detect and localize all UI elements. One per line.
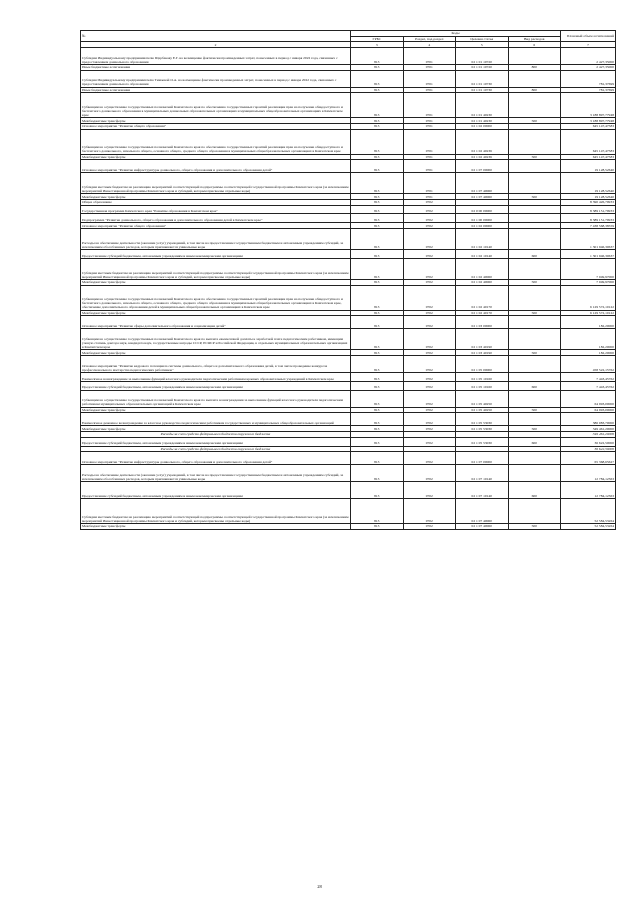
row-grbs: 813 [351,205,404,214]
row-name: Расходы за счет средств федерального бюджета окружного бюджета [81,431,351,437]
row-grbs: 813 [351,87,404,93]
row-section: 0701 [403,160,456,173]
row-grbs: 813 [351,160,404,173]
row-csr: 02 1 05 53030 [456,413,509,426]
row-csr: 02 1 02 40060 [456,258,509,279]
row-vr [508,173,561,194]
row-section: 0702 [403,465,456,482]
row-amount: 8 389 151,79933 [561,205,616,214]
row-grbs: 813 [351,214,404,223]
row-amount: 52 584,53264 [561,499,616,524]
row-amount: 7 049,97000 [561,279,616,285]
row-name: Предоставление субсидий бюджетным, автономным учреждениям и иным некоммерческим организациям [81,437,351,446]
row-csr: 02 1 02 10140 [456,229,509,250]
row-section: 0701 [403,194,456,200]
table-row [81,381,616,390]
row-section: 0702 [403,355,456,372]
row-amount: 1 301 946,30637 [561,250,616,259]
row-name: Предоставление субсидий бюджетным, автономным учреждениям и иным некоммерческим организациям [81,381,351,390]
row-section: 0702 [403,310,456,316]
table-row [81,258,616,279]
row-amount: 7 443,45762 [561,372,616,381]
row-name: Основное мероприятие "Развитие кадрового потенциала системы дошкольного, общего и дополнительного образования детей, в том числе проведение конкурсов профессионального мастерства педагогических работников" [81,355,351,372]
header-number: № [81,31,351,42]
row-amount: 7 438 568,38559 [561,223,616,229]
row-csr: 02 1 03 00000 [456,316,509,329]
table-row [81,285,616,310]
row-section: 0702 [403,223,456,229]
header-vr: Вид расходов [508,36,561,42]
row-csr: 02 1 07 00000 [456,452,509,465]
row-section: 0701 [403,118,456,124]
row-section: 0701 [403,47,456,64]
row-amount: 645 147,47583 [561,123,616,129]
row-name: Основное мероприятие "Развитие инфраструктуры дошкольного, общего образования и дополнительного образования детей" [81,452,351,465]
row-vr [508,229,561,250]
row-csr: 02 1 01 10720 [456,47,509,64]
table-row [81,355,616,372]
row-grbs: 813 [351,199,404,205]
row-csr: 02 1 02 10140 [456,250,509,259]
row-csr: 02 1 01 10720 [456,64,509,70]
row-csr: 02 1 05 40250 [456,407,509,413]
row-grbs: 813 [351,372,404,381]
row-vr [508,93,561,118]
row-vr [508,258,561,279]
row-vr [508,329,561,350]
row-vr [508,355,561,372]
row-grbs: 813 [351,173,404,194]
row-section: 0701 [403,129,456,154]
row-name: Межбюджетные трансферты [81,524,351,530]
row-section: 0702 [403,316,456,329]
row-section: 0702 [403,381,456,390]
row-name: Субвенции на осуществление государственных полномочий Камчатского края по обеспечению государственных гарантий реализации прав на получение общедоступного и бесплатного дошкольного, начального общего, основного общего, среднего общего образования в муниципальных общеобразовательных организациях в Камчатском крае, обеспечение дополнительного образования детей в муниципальных общеобразовательных организациях в Камчатском крае [81,285,351,310]
row-csr: 02 1 07 40060 [456,499,509,524]
row-amount: 2 427,35000 [561,64,616,70]
row-section: 0702 [403,407,456,413]
table-row [81,316,616,329]
row-csr: 02 1 03 40190 [456,329,509,350]
row-name: Межбюджетные трансферты [81,350,351,356]
row-grbs: 813 [351,93,404,118]
budget-rows [81,47,616,529]
row-name: Межбюджетные трансферты [81,407,351,413]
table-row [81,499,616,524]
row-grbs: 813 [351,279,404,285]
row-csr: 02 1 02 40236 [456,129,509,154]
table-row [81,47,616,64]
row-grbs: 813 [351,524,404,530]
header-csr: Целевая статья [456,36,509,42]
row-grbs: 813 [351,229,404,250]
row-amount: 781,37699 [561,70,616,87]
row-section: 0701 [403,64,456,70]
row-csr: 02 1 02 40170 [456,310,509,316]
budget-table-sheet [80,30,616,530]
row-grbs: 813 [351,47,404,64]
row-section: 0702 [403,250,456,259]
row-csr: 02 1 02 40170 [456,285,509,310]
row-vr [508,70,561,87]
row-amount: 64 993,00000 [561,390,616,407]
row-section: 0702 [403,329,456,350]
row-section: 0702 [403,350,456,356]
row-section: 0701 [403,70,456,87]
row-name: Расходы на обеспечение деятельности (оказание услуг) учреждений, в том числе на предоставление государственным бюджетным и автономным учреждениям субсидий, за исключением обособленных расходов, которым присваиваются уникальные коды [81,229,351,250]
row-name: Субвенции на осуществление государственных полномочий Камчатского края по обеспечению государственных гарантий реализации прав на получение общедоступного и бесплатного дошкольного образования в муниципальных дошкольных образовательных организациях и муниципальных общеобразовательных организациях в Камчатском крае [81,93,351,118]
row-csr: 02 1 03 40190 [456,350,509,356]
row-amount: 65 368,65627 [561,452,616,465]
row-amount: 3 188 897,77948 [561,118,616,124]
row-csr: 02 1 07 10140 [456,482,509,499]
row-amount: 2 427,35000 [561,47,616,64]
row-vr [508,129,561,154]
table-row [81,129,616,154]
row-section: 0701 [403,93,456,118]
column-number-7: 7 [561,42,616,48]
row-section: 0702 [403,372,456,381]
row-amount: 19 128,52640 [561,160,616,173]
row-vr [508,205,561,214]
row-grbs: 813 [351,413,404,426]
row-vr [508,285,561,310]
column-number-2: 2 [81,42,351,48]
row-name: Ежемесячное денежное вознаграждение за классное руководство педагогическим работникам государственных и муниципальных общеобразовательных организаций [81,413,351,426]
row-section: 0702 [403,229,456,250]
row-amount: 36 622,50000 [561,446,616,452]
row-vr [508,372,561,381]
column-number-6: 6 [508,42,561,48]
row-vr [508,413,561,426]
row-name: Межбюджетные трансферты [81,118,351,124]
row-grbs: 813 [351,350,404,356]
row-section: 0702 [403,279,456,285]
row-section: 0701 [403,154,456,160]
row-csr: 02 1 05 10160 [456,372,509,381]
row-amount: 458 522,15762 [561,355,616,372]
row-name: Основное мероприятие "Развитие общего образования" [81,123,351,129]
table-row [81,524,616,530]
header-sum: Плановый объем ассигнований [561,31,616,42]
row-csr: 02 1 05 10160 [456,381,509,390]
row-section: 0702 [403,199,456,205]
row-grbs: 813 [351,316,404,329]
row-grbs: 813 [351,285,404,310]
header-section: Раздел, под-раздел [403,36,456,42]
row-amount: 182,20000 [561,329,616,350]
row-amount: 52 584,53264 [561,524,616,530]
row-grbs: 813 [351,118,404,124]
table-row [81,229,616,250]
row-name: Расходы за счет средств федерального бюджета окружного бюджета [81,446,351,452]
row-amount: 19 128,52640 [561,194,616,200]
row-name: Субсидии Индивидуальному предпринимателю Щербакову Е.Г. на возмещение фактически произведенных затрат, понесенных в период с января 2022 года, связанных с предоставлением дошкольного образования [81,47,351,64]
row-name: Субсидии местным бюджетам на реализацию мероприятий соответствующей подпрограммы соответствующей государственной программы Камчатского края (за исключением мероприятий Инвестиционной программы Камчатского края и субсидий, которым присвоены отдельные коды) [81,173,351,194]
row-section: 0702 [403,285,456,310]
row-grbs: 813 [351,194,404,200]
row-amount: 7 049,97000 [561,258,616,279]
column-number-5: 5 [456,42,509,48]
row-grbs: 813 [351,407,404,413]
row-grbs: 813 [351,426,404,432]
row-vr [508,316,561,329]
row-grbs: 813 [351,437,404,446]
row-section: 0702 [403,482,456,499]
row-vr [508,499,561,524]
row-vr: 600 [508,482,561,499]
row-name: Иные бюджетные ассигнования [81,87,351,93]
row-grbs: 813 [351,64,404,70]
row-name: Основное мероприятие "Развитие инфраструктуры дошкольного, общего образования и дополнительного образования детей" [81,160,351,173]
row-vr: 800 [508,87,561,93]
row-amount: 349 461,20000 [561,431,616,437]
row-csr: 02 1 07 40060 [456,524,509,530]
row-csr: 02 1 02 00000 [456,123,509,129]
table-row [81,205,616,214]
row-csr: 02 1 07 40060 [456,173,509,194]
row-amount: 1 301 946,30637 [561,229,616,250]
row-section: 0702 [403,413,456,426]
row-grbs: 813 [351,223,404,229]
row-section: 0702 [403,524,456,530]
row-vr: 500 [508,194,561,200]
row-name: Субвенции на осуществление государственных полномочий Камчатского края по выплате вознаграждения за выполнение функций классного руководителя педагогическим работникам муниципальных образовательных организаций в Камчатском крае [81,390,351,407]
row-csr: 02 1 05 00000 [456,355,509,372]
row-csr: 02 1 01 10730 [456,87,509,93]
table-row [81,482,616,499]
row-csr: 02 1 07 40060 [456,194,509,200]
row-csr: 02 1 02 40060 [456,279,509,285]
budget-table [80,30,616,530]
row-csr: 02 1 00 00000 [456,214,509,223]
row-name: Иные бюджетные ассигнования [81,64,351,70]
row-name: Межбюджетные трансферты [81,310,351,316]
row-grbs: 813 [351,390,404,407]
row-vr [508,465,561,482]
row-section: 0702 [403,452,456,465]
row-vr [508,390,561,407]
row-amount: 645 147,47583 [561,129,616,154]
row-grbs: 813 [351,499,404,524]
row-name: Межбюджетные трансферты [81,154,351,160]
row-name: Общее образование [81,199,351,205]
column-number-4: 4 [403,42,456,48]
row-grbs: 813 [351,355,404,372]
row-csr: 02 1 05 40250 [456,390,509,407]
row-amount: 64 993,00000 [561,407,616,413]
row-amount: 12 784,12363 [561,465,616,482]
table-row [81,413,616,426]
row-csr: 02 1 07 00000 [456,160,509,173]
row-vr: 500 [508,279,561,285]
table-row [81,329,616,350]
row-csr: 02 1 05 53030 [456,437,509,446]
row-name: Ежемесячное вознаграждение за выполнение функций классного руководителя педагогическим работникам краевых образовательных учреждений в Камчатском крае [81,372,351,381]
row-amount: 182,20000 [561,350,616,356]
row-name: Основное мероприятие "Развитие сферы дополнительного образования и социализации детей" [81,316,351,329]
row-amount: 7 443,45762 [561,381,616,390]
table-row [81,372,616,381]
row-name: Подпрограмма "Развитие дошкольного, общего образования и дополнительного образования детей в Камчатском крае" [81,214,351,223]
row-grbs: 813 [351,329,404,350]
row-vr: 500 [508,524,561,530]
row-vr [508,160,561,173]
row-vr [508,214,561,223]
row-grbs: 813 [351,154,404,160]
row-vr: 500 [508,310,561,316]
header-grbs: ГРБС [351,36,404,42]
row-amount: 6 129 572,10122 [561,310,616,316]
row-section: 0701 [403,87,456,93]
row-grbs: 813 [351,482,404,499]
row-grbs: 813 [351,70,404,87]
row-vr [508,452,561,465]
row-amount: 3 188 897,77948 [561,93,616,118]
row-csr: 02 1 02 40236 [456,154,509,160]
row-vr: 800 [508,64,561,70]
row-amount: 645 147,47583 [561,154,616,160]
row-vr: 500 [508,118,561,124]
row-name: Межбюджетные трансферты [81,194,351,200]
row-section: 0702 [403,205,456,214]
row-name: Субсидии местным бюджетам на реализацию мероприятий соответствующей подпрограммы соответствующей государственной программы Камчатского края (за исключением мероприятий Инвестиционной программы Камчатского края и субсидий, которым присвоены отдельные коды) [81,499,351,524]
row-grbs: 813 [351,129,404,154]
row-csr: 02 1 05 53030 [456,426,509,432]
table-row [81,390,616,407]
row-csr: 02 1 02 00000 [456,223,509,229]
row-amount: 36 622,50000 [561,437,616,446]
row-name: Субсидия Индивидуальному предпринимателю Тимаевой О.А. на возмещение фактически произведенных затрат, понесенных в период с января 2022 года, связанных с предоставлением дошкольного образования [81,70,351,87]
row-name: Расходы на обеспечение деятельности (оказание услуг) учреждений, в том числе на предоставление государственным бюджетным и автономным учреждениям субсидий, за исключением обособленных расходов, которым присваиваются уникальные коды [81,465,351,482]
row-vr: 600 [508,437,561,446]
table-row [81,465,616,482]
table-row [81,93,616,118]
row-vr: 600 [508,250,561,259]
table-row [81,250,616,259]
row-vr: 600 [508,381,561,390]
row-amount: 8 390 426,79933 [561,199,616,205]
row-name: Предоставление субсидий бюджетным, автономным учреждениям и иным некоммерческим организациям [81,250,351,259]
column-number-3: 3 [351,42,404,48]
row-section: 0702 [403,258,456,279]
row-section: 0702 [403,390,456,407]
row-name: Субвенции на осуществление государственных полномочий Камчатского края по обеспечению государственных гарантий реализации прав на получение общедоступного и бесплатного дошкольного, начального общего, основного общего, среднего общего образования в муниципальных общеобразовательных организациях в Камчатском крае [81,129,351,154]
table-row [81,160,616,173]
row-amount: 12 784,12363 [561,482,616,499]
row-amount: 182,20000 [561,316,616,329]
row-grbs: 813 [351,310,404,316]
table-row [81,452,616,465]
row-vr: 500 [508,350,561,356]
row-section: 0702 [403,426,456,432]
row-csr: 02 1 01 40230 [456,118,509,124]
row-section: 0702 [403,499,456,524]
row-grbs: 813 [351,250,404,259]
header-codes: Коды [351,31,561,37]
row-name: Субвенции на осуществление государственных полномочий Камчатского края по выплате ежемесячной доплаты к заработной плате педагогическим работникам, имеющим ученую степень доктора наук, кандидата наук, государственные награды СССР, РСФСР и Российской Федерации, в отдельных муниципальных образовательных организациях в Камчатском крае [81,329,351,350]
table-row [81,70,616,87]
row-amount: 8 389 151,79933 [561,214,616,223]
row-name: Государственная программа Камчатского края "Развитие образования в Камчатском крае" [81,205,351,214]
row-section: 0701 [403,173,456,194]
page-number: 28 [317,884,322,889]
row-vr: 500 [508,426,561,432]
row-name: Межбюджетные трансферты [81,279,351,285]
row-name: Субсидии местным бюджетам на реализацию мероприятий соответствующей подпрограммы соответствующей государственной программы Камчатского края (за исключением мероприятий Инвестиционной программы Камчатского края и субсидий, которым присвоены отдельные коды) [81,258,351,279]
row-csr: 02 1 01 40230 [456,93,509,118]
row-vr: 500 [508,154,561,160]
row-csr: 02 0 00 00000 [456,205,509,214]
row-amount: 6 129 572,10122 [561,285,616,310]
row-section: 0702 [403,214,456,223]
row-section: 0702 [403,437,456,446]
row-csr: 02 1 07 10140 [456,465,509,482]
row-grbs: 813 [351,381,404,390]
row-amount: 19 128,52640 [561,173,616,194]
table-row [81,173,616,194]
row-grbs: 813 [351,452,404,465]
row-amount: 349 461,20000 [561,426,616,432]
row-section: 0701 [403,123,456,129]
row-csr: 02 1 01 10730 [456,70,509,87]
row-vr [508,47,561,64]
table-row [81,214,616,223]
row-grbs: 813 [351,465,404,482]
row-name: Предоставление субсидий бюджетным, автономным учреждениям и иным некоммерческим организациям [81,482,351,499]
row-name: Межбюджетные трансферты [81,426,351,432]
row-name: Основное мероприятие "Развитие общего образования" [81,223,351,229]
row-amount: 386 083,70000 [561,413,616,426]
row-amount: 781,37699 [561,87,616,93]
row-grbs: 813 [351,123,404,129]
table-row [81,437,616,446]
row-grbs: 813 [351,258,404,279]
row-vr: 500 [508,407,561,413]
